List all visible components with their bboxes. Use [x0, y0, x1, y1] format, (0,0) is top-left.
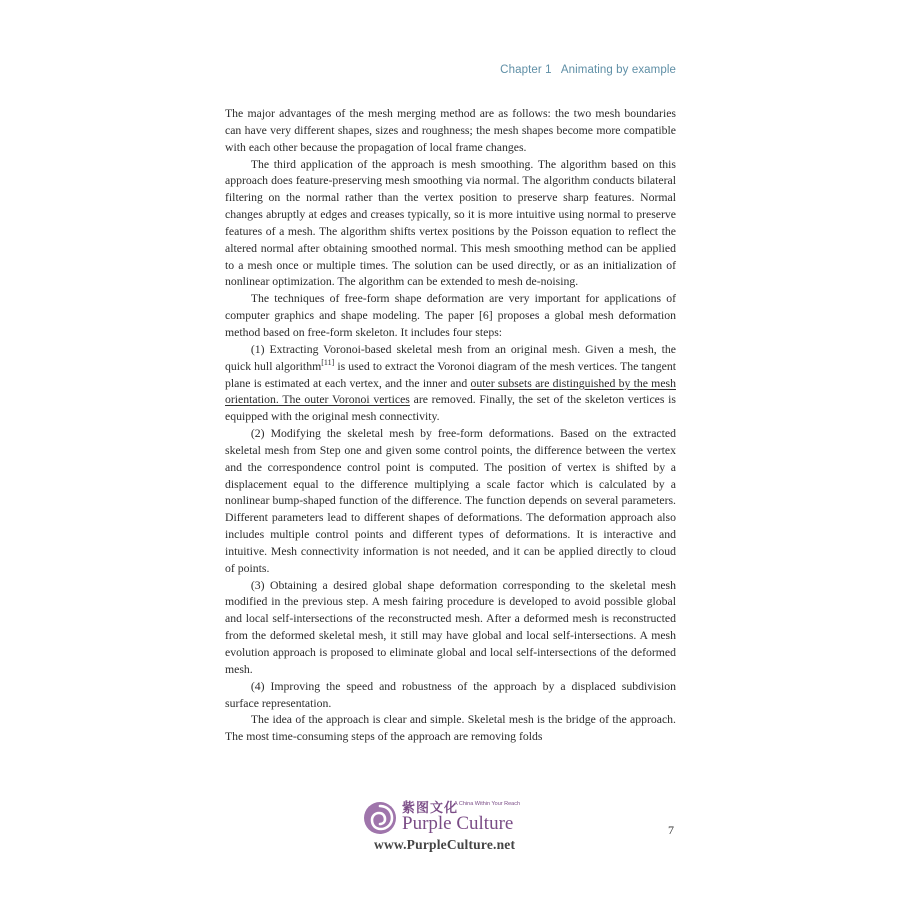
paragraph-mesh-smoothing: The third application of the approach is mesh smoothing. The algorithm based on this approach does feature-preserving mesh smoothing via normal. The algorithm conducts bilateral filtering on the normal rather than the vertex position to preserve sharp features. Normal changes abruptly at edges and creases typically, so it is more intuitive using normal to preserve features of a mesh. The algorithm shifts vertex positions by the Poisson equation to reflect the altered normal after obtaining smoothed normal. This mesh smoothing method can be applied to a mesh once or multiple times. The solution can be used directly, or as an initialization of nonlinear optimization. The algorithm can be extended to mesh de-noising. — [225, 157, 676, 289]
paragraph-step-3: (3) Obtaining a desired global shape deformation corresponding to the skeletal mesh modified in the previous step. A mesh fairing procedure is developed to avoid possible global and local self-intersections of the reconstructed mesh. After a deformed mesh is reconstructed from the deformed skeletal mesh, it still may have global and local self-intersections. A mesh evolution approach is proposed to eliminate global and local self-intersections of the deformed mesh. — [225, 578, 676, 676]
citation-ref-11: [11] — [321, 357, 335, 367]
step-1-underlined-text: outer subsets are distinguished by the mesh orientation. The outer Voronoi vertices — [225, 376, 676, 407]
paragraph-step-4: (4) Improving the speed and robustness of the approach by a displaced subdivision surface representation. — [225, 679, 676, 710]
paragraph-step-1 — [225, 342, 676, 426]
step-1-text-b: is used to extract the Voronoi diagram of the mesh vertices. The tangent plane is estimated at each vertex, and the inner and — [225, 359, 676, 390]
purple-culture-logo-icon — [362, 800, 398, 836]
paragraph-step-2: (2) Modifying the skeletal mesh by free-form deformations. Based on the extracted skeletal mesh from Step one and given some control points, the difference between the vertex and the correspondence control point is computed. The position of vertex is shifted by a displacement equal to the difference multiplying a scale factor which is calculated by a nonlinear bump-shaped function of the difference. The function depends on several parameters. Different parameters lead to different shapes of deformations. The deformation approach also includes multiple control points and different types of deformations. It is interactive and intuitive. Mesh connectivity information is not needed, and it can be applied directly to cloud of points. — [225, 427, 676, 575]
watermark-url: www.PurpleCulture.net — [374, 837, 516, 852]
paragraph-merging-advantages: The major advantages of the mesh merging method are as follows: the two mesh boundaries can have very different shapes, sizes and roughness; the mesh shapes become more compatible with each other because the propagation of local frame changes. — [225, 107, 676, 154]
chapter-number: Chapter 1 — [500, 64, 552, 76]
watermark-chinese-name: 紫图文化 — [402, 801, 459, 816]
page-body — [225, 106, 676, 746]
step-1-text-c: are removed. Finally, the set of the skeleton vertices is equipped with the original mesh connectivity. — [225, 393, 677, 424]
watermark-tagline: A China Within Your Reach — [454, 801, 521, 807]
paragraph-approach-idea: The idea of the approach is clear and simple. Skeletal mesh is the bridge of the approach. The most time-consuming steps of the approach are removing folds — [225, 713, 676, 744]
watermark-brand: Purple Culture — [402, 813, 514, 834]
paragraph-free-form-deformation: The techniques of free-form shape deformation are very important for applications of computer graphics and shape modeling. The paper [6] proposes a global mesh deformation method based on free-form skeleton. It includes four steps: — [225, 292, 676, 339]
step-1-text-a: (1) Extracting Voronoi-based skeletal mesh from an original mesh. Given a mesh, the quick hull algorithm — [225, 342, 676, 373]
watermark — [362, 795, 552, 855]
page-number: 7 — [668, 823, 674, 837]
chapter-title: Animating by example — [560, 64, 676, 76]
running-head — [500, 64, 676, 76]
